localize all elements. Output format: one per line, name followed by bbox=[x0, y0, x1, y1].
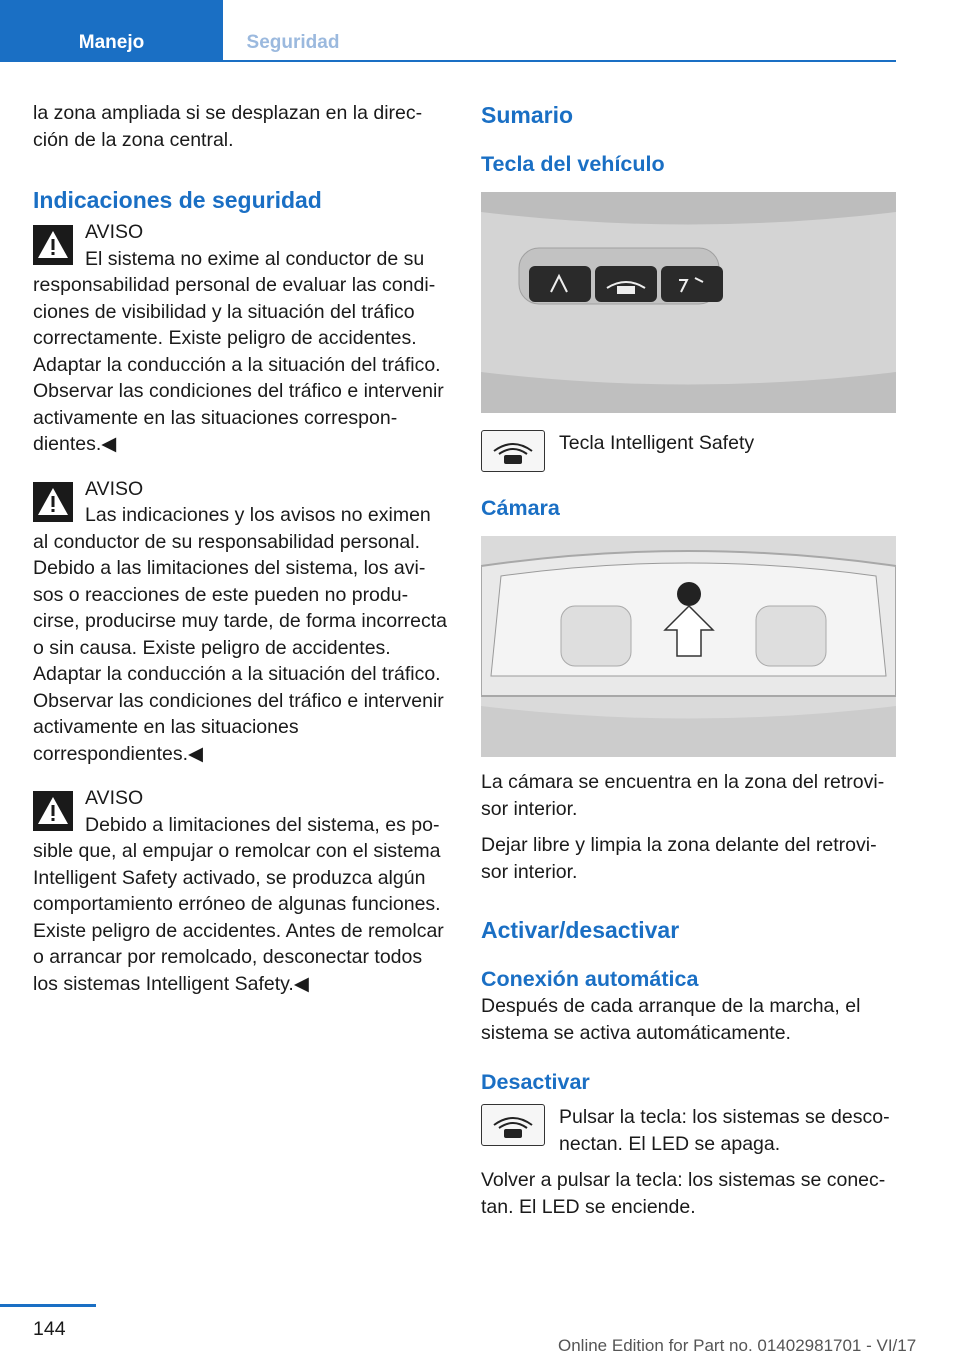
right-column bbox=[481, 100, 896, 1230]
safety-heading: Indicaciones de seguridad bbox=[33, 187, 322, 213]
warning-title: AVISO bbox=[85, 221, 144, 243]
tecla-heading: Tecla del vehículo bbox=[481, 152, 665, 176]
left-column bbox=[33, 100, 448, 1015]
camara-heading: Cámara bbox=[481, 496, 560, 520]
tab-manejo[interactable]: Manejo bbox=[0, 0, 223, 62]
footer-rule bbox=[0, 1304, 96, 1307]
desactivar-row bbox=[481, 1104, 896, 1157]
warning-triangle-icon bbox=[33, 791, 73, 831]
tecla-caption bbox=[481, 430, 896, 472]
intelligent-safety-button-icon bbox=[481, 430, 545, 472]
top-navigation bbox=[0, 0, 896, 64]
desactivar-heading: Desactivar bbox=[481, 1070, 590, 1094]
warning-text: Debido a limitaciones del sistema, es posible que, al empujar o remolcar con el sistema Intelligent Safety activado, se produzca algún comportamiento erróneo de algunas funciones. Existe peligro de accidentes. Antes de remolcar o arrancar por remolcado, desconectar todos los sistemas Intelligent Safety.◀ bbox=[33, 813, 444, 995]
camera-photo bbox=[481, 536, 896, 757]
camara-paragraph-2: Dejar libre y limpia la zona delante del retrovisor interior. bbox=[481, 834, 877, 883]
edition-note: Online Edition for Part no. 01402981701 - VI/17 bbox=[558, 1336, 917, 1355]
warning-text: El sistema no exime al conductor de su responsabilidad personal de evaluar las condiciones de visibilidad y la situación del tráfico correctamente. Existe peligro de accidentes. Adaptar la conducción a la situación del tráfico. Observar las condiciones del tráfico e intervenir activamente en las situaciones correspondientes.◀ bbox=[33, 247, 444, 455]
warning-block bbox=[33, 476, 448, 768]
page-number: 144 bbox=[33, 1318, 66, 1340]
conexion-paragraph: Después de cada arranque de la marcha, el sistema se activa automáticamente. bbox=[481, 995, 861, 1044]
tab-seguridad[interactable]: Seguridad bbox=[246, 32, 340, 53]
sumario-heading: Sumario bbox=[481, 102, 574, 128]
warning-block bbox=[33, 785, 448, 997]
warning-triangle-icon bbox=[33, 482, 73, 522]
warning-title: AVISO bbox=[85, 787, 144, 809]
tecla-caption-text: Tecla Intelligent Safety bbox=[559, 432, 755, 454]
conexion-heading: Conexión automática bbox=[481, 967, 699, 991]
intelligent-safety-button-icon bbox=[481, 1104, 545, 1146]
vehicle-key-photo bbox=[481, 192, 896, 413]
activar-heading: Activar/desactivar bbox=[481, 917, 680, 943]
intro-paragraph: la zona ampliada si se desplazan en la dirección de la zona central. bbox=[33, 102, 423, 151]
desactivar-paragraph-2: Volver a pulsar la tecla: los sistemas se conectan. El LED se enciende. bbox=[481, 1169, 886, 1218]
desactivar-paragraph-1: Pulsar la tecla: los sistemas se desconectan. El LED se apaga. bbox=[559, 1106, 890, 1155]
header-rule bbox=[0, 60, 896, 62]
warning-triangle-icon bbox=[33, 225, 73, 265]
camara-paragraph-1: La cámara se encuentra en la zona del retrovisor interior. bbox=[481, 771, 885, 820]
warning-block bbox=[33, 219, 448, 458]
warning-title: AVISO bbox=[85, 477, 144, 500]
warning-text: Las indicaciones y los avisos no eximen al conductor de su responsabilidad personal. Debido a las limitaciones del sistema, los avisos o reacciones de este pueden no producirse, producirse muy tarde, de forma incorrecta o sin causa. Existe peligro de accidentes. Adaptar la conducción a la situación del tráfico. Observar las condiciones del tráfico e intervenir activamente en las situaciones correspondientes.◀ bbox=[33, 504, 447, 765]
